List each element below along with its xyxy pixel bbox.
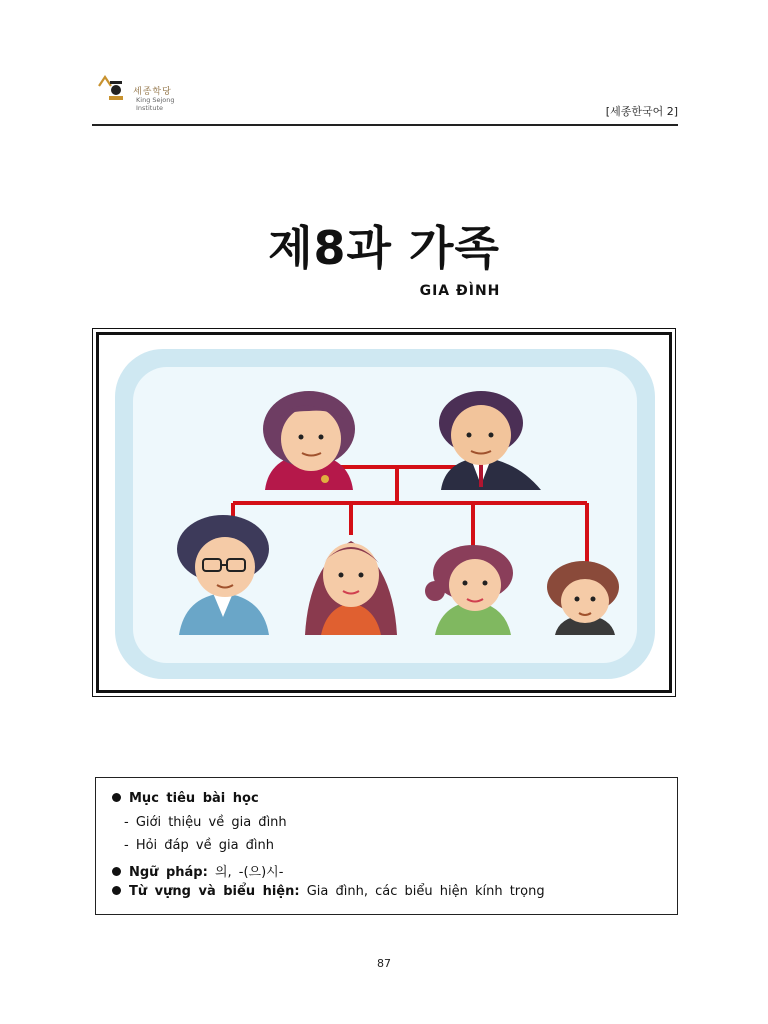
logo-english-line1: King Sejong — [136, 96, 175, 104]
family-tree-illustration — [99, 335, 669, 690]
lesson-title: 제8과 가족 — [268, 221, 500, 275]
header-divider — [92, 124, 678, 126]
grandmother-figure — [263, 391, 355, 490]
objective-grammar — [112, 861, 283, 880]
goal-label: Mục tiêu bài học — [129, 791, 259, 806]
series-label: [세종한국어 2] — [605, 105, 678, 118]
goal-item-2: - Hỏi đáp về gia đình — [124, 838, 275, 853]
page-number: 87 — [377, 957, 391, 970]
lesson-subtitle: GIA ĐÌNH — [419, 283, 501, 299]
grammar-value: 의, -(으)시- — [214, 865, 284, 880]
vocab-value: Gia đình, các biểu hiện kính trọng — [306, 884, 545, 899]
grammar-label: Ngữ pháp: — [129, 865, 208, 880]
bullet-icon — [112, 886, 121, 895]
vocab-label: Từ vựng và biểu hiện: — [129, 884, 300, 899]
logo-hangul-text: 세종학당 — [133, 87, 172, 97]
sejong-logo-icon — [95, 72, 131, 108]
logo-english-line2: Institute — [136, 104, 163, 112]
objective-goal-heading — [112, 791, 259, 806]
institute-logo — [95, 72, 205, 118]
bullet-icon — [112, 867, 121, 876]
objective-vocabulary — [112, 884, 545, 899]
goal-item-1: - Giới thiệu về gia đình — [124, 815, 287, 830]
bullet-icon — [112, 793, 121, 802]
